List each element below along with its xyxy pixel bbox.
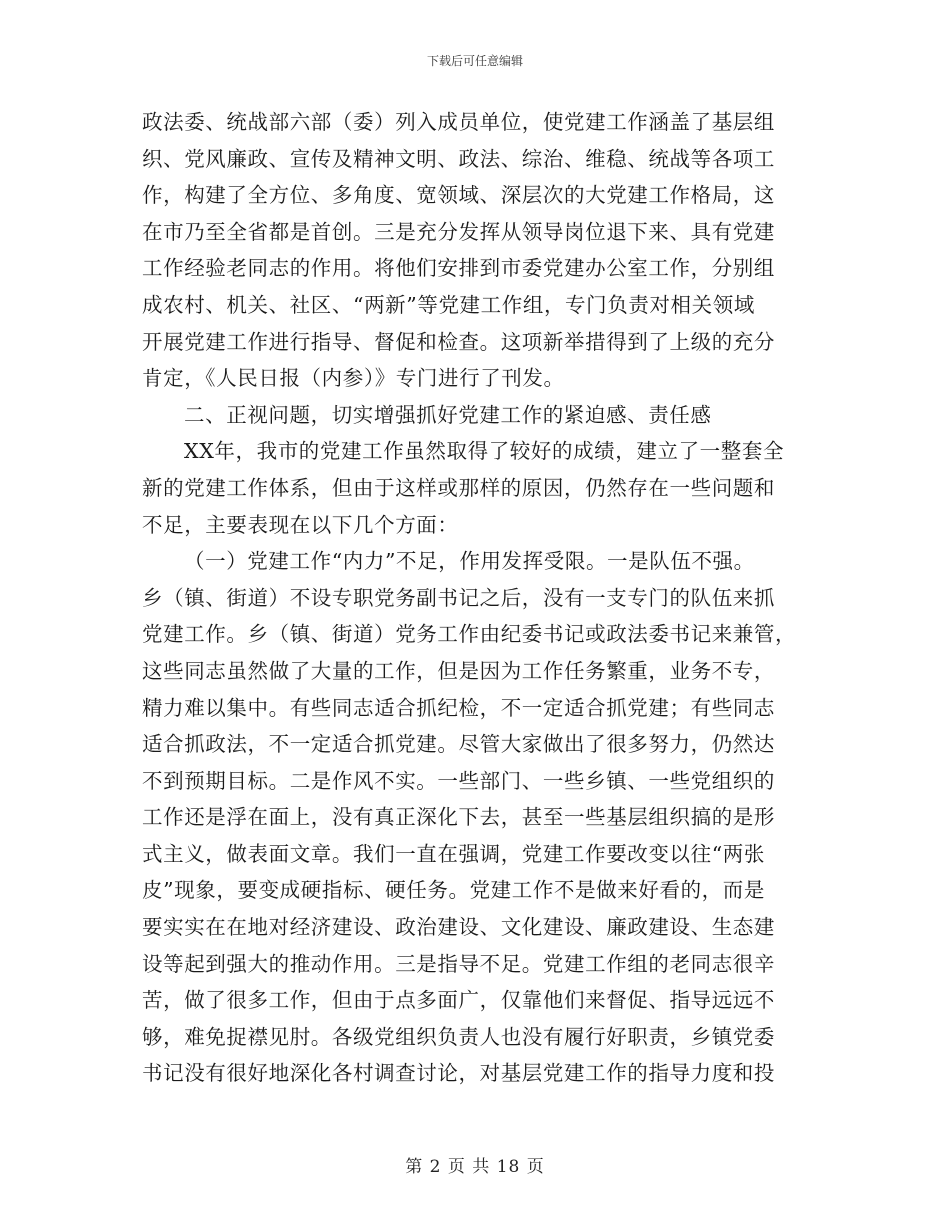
text-line: （一）党建工作“内力”不足，作用发挥受限。一是队伍不强。 — [184, 549, 755, 574]
text-line: 织、党风廉政、宣传及精神文明、政法、综治、维稳、统战等各项工 — [142, 146, 775, 171]
text-line: 新的党建工作体系，但由于这样或那样的原因，仍然存在一些问题和 — [142, 475, 775, 500]
page-footer: 第 2 页 共 18 页 — [405, 1157, 545, 1177]
page-header: 下载后可任意编辑 — [426, 54, 523, 68]
text-line: 书记没有很好地深化各村调查讨论，对基层党建工作的指导力度和投 — [142, 1061, 775, 1086]
text-line: 二、正视问题，切实增强抓好党建工作的紧迫感、责任感 — [184, 402, 712, 427]
text-line: 这些同志虽然做了大量的工作，但是因为工作任务繁重，业务不专， — [142, 658, 775, 683]
text-line: 精力难以集中。有些同志适合抓纪检，不一定适合抓党建；有些同志 — [142, 695, 775, 720]
text-line: 党建工作。乡（镇、街道）党务工作由纪委书记或政法委书记来兼管， — [142, 622, 797, 647]
text-line: 成农村、机关、社区、“两新”等党建工作组，专门负责对相关领域 — [142, 292, 755, 317]
text-line: 作，构建了全方位、多角度、宽领域、深层次的大党建工作格局，这 — [142, 183, 775, 208]
text-line: 式主义，做表面文章。我们一直在强调，党建工作要改变以往“两张 — [142, 841, 765, 866]
text-line: 乡（镇、街道）不设专职党务副书记之后，没有一支专门的队伍来抓 — [142, 585, 775, 610]
text-line: 工作还是浮在面上，没有真正深化下去，甚至一些基层组织搞的是形 — [142, 805, 775, 830]
text-line: 皮”现象，要变成硬指标、硬任务。党建工作不是做来好看的，而是 — [142, 878, 765, 903]
document-body — [142, 104, 822, 1092]
text-line: XX年，我市的党建工作虽然取得了较好的成绩，建立了一整套全 — [184, 439, 785, 464]
text-line: 不足，主要表现在以下几个方面： — [142, 512, 459, 537]
text-line: 设等起到强大的推动作用。三是指导不足。党建工作组的老同志很辛 — [142, 951, 775, 976]
text-line: 适合抓政法，不一定适合抓党建。尽管大家做出了很多努力，仍然达 — [142, 732, 775, 757]
text-line: 苦，做了很多工作，但由于点多面广，仅靠他们来督促、指导远远不 — [142, 988, 775, 1013]
text-line: 开展党建工作进行指导、督促和检查。这项新举措得到了上级的充分 — [142, 329, 775, 354]
text-line: 在市乃至全省都是首创。三是充分发挥从领导岗位退下来、具有党建 — [142, 219, 775, 244]
text-line: 肯定，《人民日报（内参）》专门进行了刊发。 — [142, 366, 565, 391]
text-line: 够，难免捉襟见肘。各级党组织负责人也没有履行好职责，乡镇党委 — [142, 1024, 775, 1049]
text-line: 要实实在在地对经济建设、政治建设、文化建设、廉政建设、生态建 — [142, 915, 775, 940]
text-line: 政法委、统战部六部（委）列入成员单位，使党建工作涵盖了基层组 — [142, 110, 775, 134]
text-line: 工作经验老同志的作用。将他们安排到市委党建办公室工作，分别组 — [142, 256, 775, 281]
text-line: 不到预期目标。二是作风不实。一些部门、一些乡镇、一些党组织的 — [142, 768, 775, 793]
